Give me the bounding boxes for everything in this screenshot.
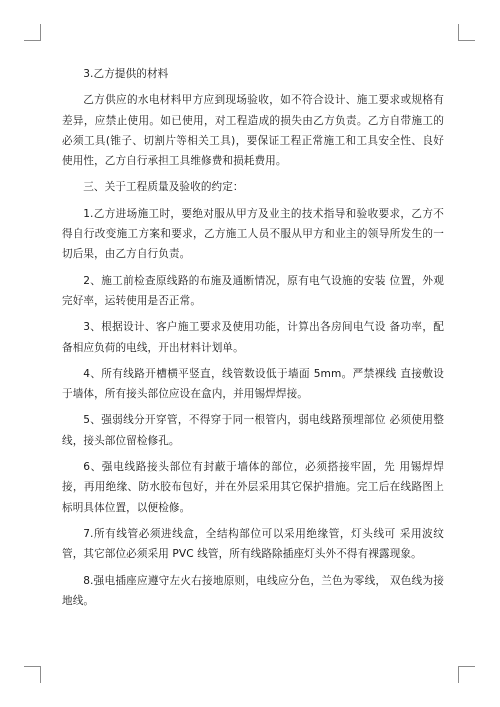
clause-1: 1.乙方进场施工时，要绝对服从甲方及业主的技术指导和验收要求，乙方不得自行改变施工方案和要求，乙方施工人员不服从甲方和业主的领导所发生的一切后果，由乙方自行负责。 [62,207,444,261]
clause-7: 7.所有线管必须进线盒，全结构部位可以采用绝缘管，灯头线可 采用波纹管，其它部位必须采用 PVC 线管，所有线路除插座灯头外不得有裸露现象。 [62,527,444,561]
clause-2: 2、施工前检查原线路的布施及通断情况，原有电气设施的安装 位置，外观完好率，运转使用是否正常。 [62,274,444,307]
section-heading-quality: 三、关于工程质量及验收的约定： [83,181,244,194]
section-heading-materials: 3.乙方提供的材料 [83,68,169,80]
crop-mark-top-left [24,24,41,41]
crop-mark-bottom-left [24,666,41,683]
paragraph-materials: 乙方供应的水电材料甲方应到现场验收，如不符合设计、施工要求或规格有差异，应禁止使用。如已使用，对工程造成的损失由乙方负责。乙方自带施工的必须工具(锥子、切割片等相关工具)，要保证工程正常施工和工具安全性、良好使用性，乙方自行承担工具维修费和损耗费用。 [62,94,444,168]
crop-mark-bottom-right [458,666,475,683]
clause-5: 5、强弱线分开穿管，不得穿于同一根管内，弱电线路预埋部位 必须使用整线，接头部位留检修孔。 [62,414,444,447]
clause-3: 3、根据设计、客户施工要求及使用功能，计算出各房间电气设 备功率，配备相应负荷的电线，开出材料计划单。 [62,321,444,354]
clause-6: 6、强电线路接头部位有封蔽于墙体的部位，必须搭接牢固，先 用锡焊焊接，再用绝缘、防水胶布包好，并在外层采用其它保护措施。完工后在线路图上标明具体位置，以便检修。 [62,461,444,514]
document-body [62,64,444,617]
clause-8: 8.强电插座应遵守左火右接地原则，电线应分色，兰色为零线， 双色线为接地线。 [62,574,444,607]
crop-mark-top-right [458,24,475,41]
clause-4: 4、所有线路开槽横平竖直，线管数设低于墙面 5mm。严禁裸线 直接敷设于墙体，所有接头部位应设在盒内，并用锡焊焊接。 [62,367,444,401]
